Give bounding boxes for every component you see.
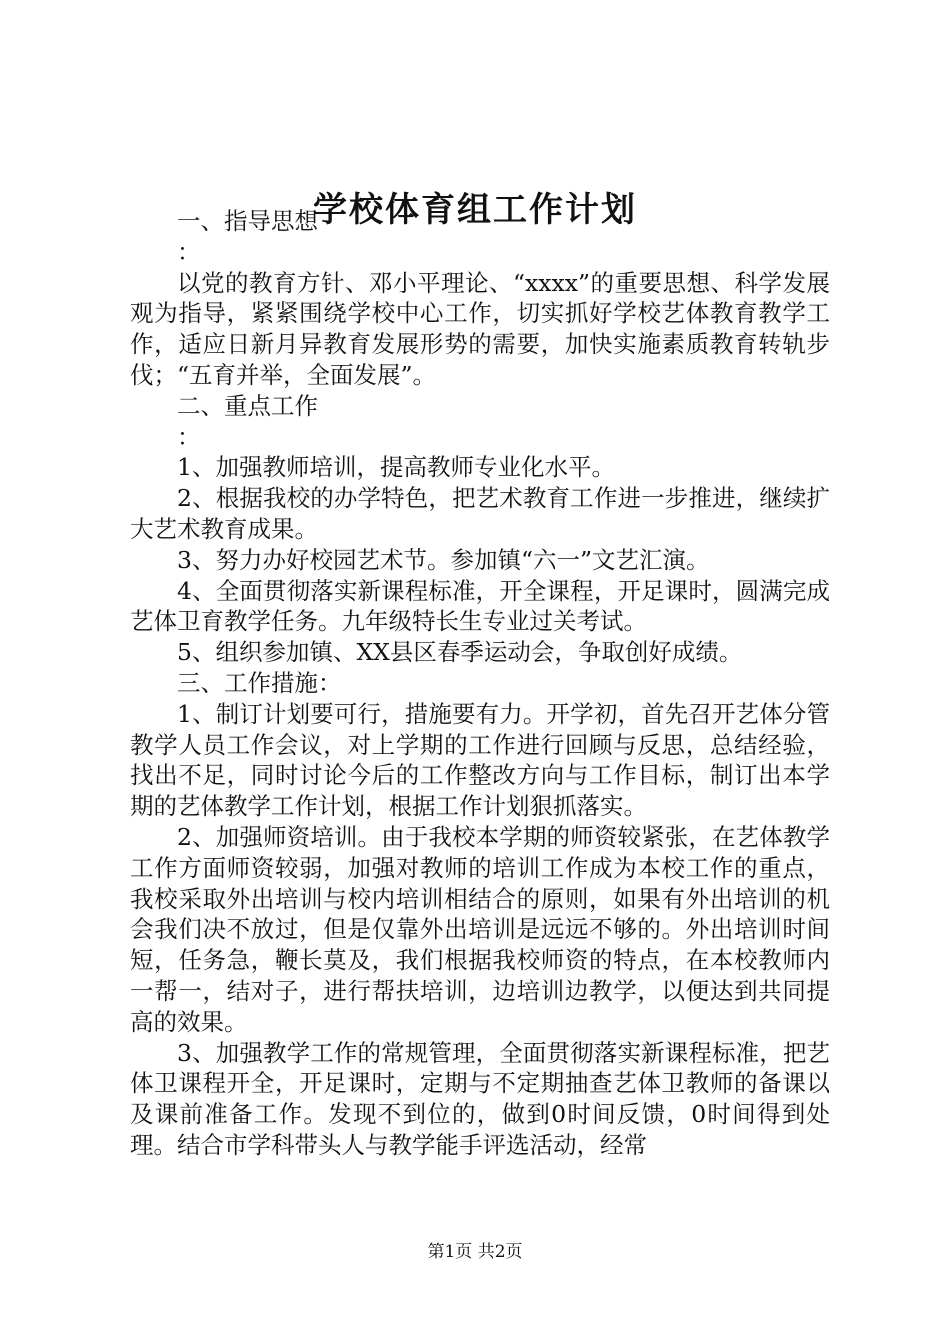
key-work-item-3: 3、努力办好校园艺术节。参加镇“六一”文艺汇演。	[177, 545, 710, 574]
key-work-item-2: 2、根据我校的办学特色，把艺术教育工作进一步推进，继续扩大艺术教育成果。	[130, 484, 830, 543]
document-title: 学校体育组工作计划	[313, 190, 637, 230]
key-work-item-1: 1、加强教师培训，提高教师专业化水平。	[177, 453, 615, 482]
paragraph-guiding-thought: 以党的教育方针、邓小平理论、“xxxx”的重要思想、科学发展观为指导，紧紧围绕学校中心工作，切实抓好学校艺体教育教学工作，适应日新月异教育发展形势的需要，加快实施素质教育转轨步伐；“五育并举，全面发展”。	[130, 268, 830, 389]
section-heading-key-work: 二、重点工作	[177, 391, 318, 420]
heading-colon: ：	[177, 422, 201, 451]
section-heading-measures: 三、工作措施：	[177, 668, 342, 697]
key-work-item-4: 4、全面贯彻落实新课程标准，开全课程，开足课时，圆满完成艺体卫育教学任务。九年级特长生专业过关考试。	[130, 576, 830, 636]
measure-item-3: 3、加强教学工作的常规管理，全面贯彻落实新课程标准，把艺体卫课程开全，开足课时，定期与不定期抽查艺体卫教师的备课以及课前准备工作。发现不到位的，做到0时间反馈，0时间得到处理。结合市学科带头人与教学能手评选活动，经常	[130, 1038, 830, 1159]
page-footer: 第1页 共2页	[427, 1242, 523, 1262]
heading-colon: ：	[177, 237, 201, 266]
section-heading-guiding-thought: 一、指导思想	[177, 207, 318, 235]
measure-item-1: 1、制订计划要可行，措施要有力。开学初，首先召开艺体分管教学人员工作会议，对上学期的工作进行回顾与反思，总结经验，找出不足，同时讨论今后的工作整改方向与工作目标，制订出本学期的艺体教学工作计划，根据工作计划狠抓落实。	[130, 699, 830, 821]
key-work-item-5: 5、组织参加镇、XX县区春季运动会，争取创好成绩。	[177, 638, 743, 667]
measure-item-2: 2、加强师资培训。由于我校本学期的师资较紧张，在艺体教学工作方面师资较弱，加强对教师的培训工作成为本校工作的重点，我校采取外出培训与校内培训相结合的原则，如果有外出培训的机会我们决不放过，但是仅靠外出培训是远远不够的。外出培训时间短，任务急，鞭长莫及，我们根据我校师资的特点，在本校教师内一帮一，结对子，进行帮扶培训，边培训边教学，以便达到共同提高的效果。	[130, 822, 830, 1036]
document-body	[130, 206, 830, 1161]
